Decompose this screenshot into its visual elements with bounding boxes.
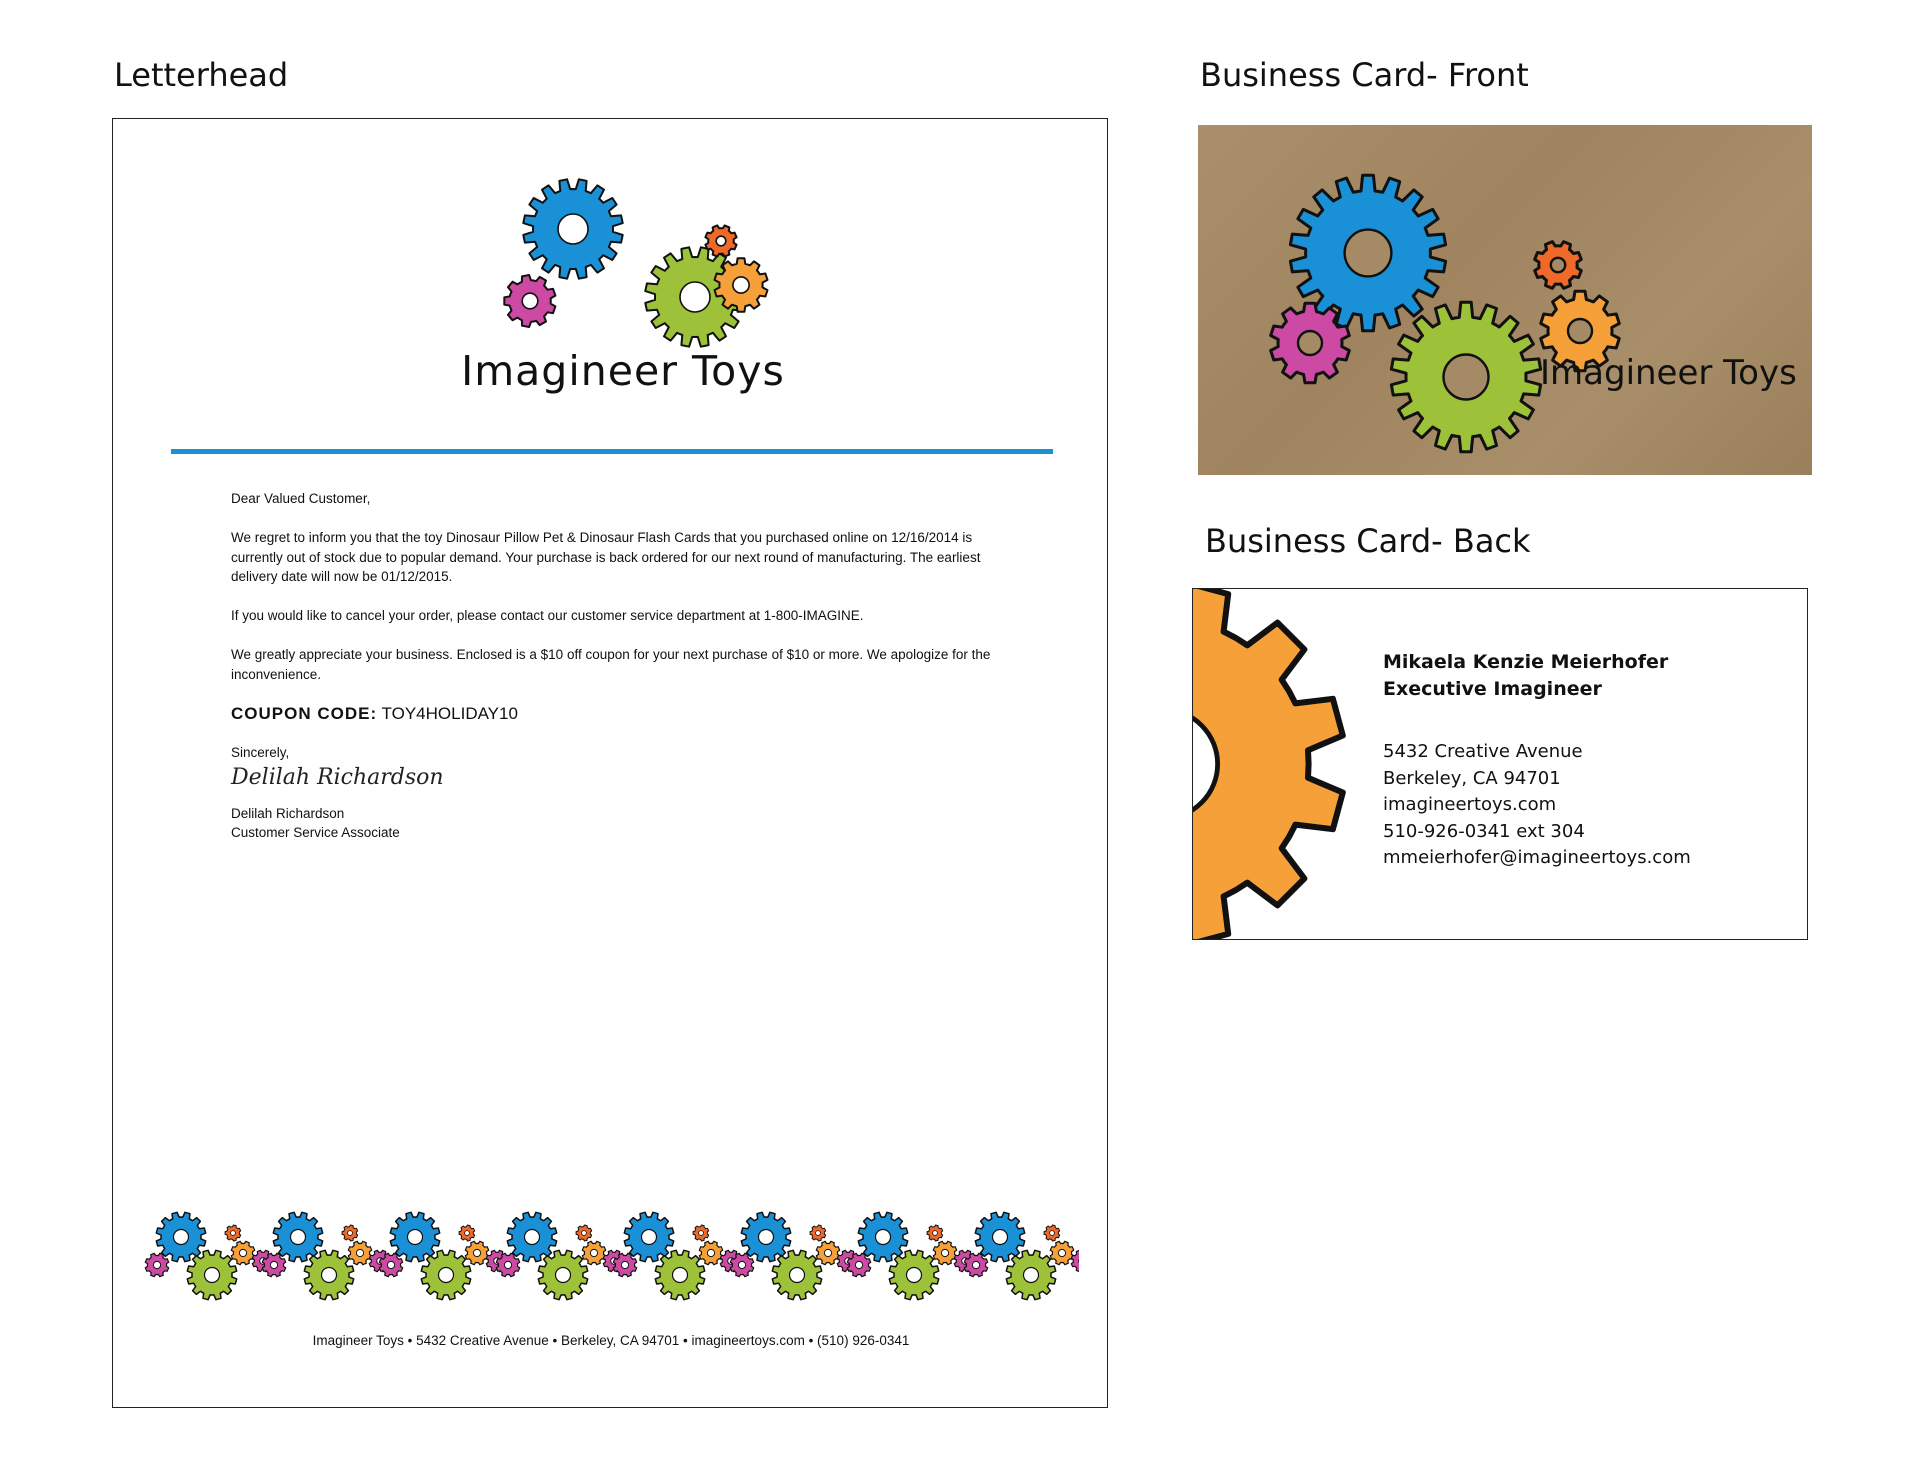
card-person-title: Executive Imagineer xyxy=(1383,678,1602,700)
card-person-name: Mikaela Kenzie Meierhofer xyxy=(1383,651,1669,673)
brand-wordmark: Imagineer Toys xyxy=(1540,353,1797,393)
signer-title: Customer Service Associate xyxy=(231,825,400,840)
card-website: imagineertoys.com xyxy=(1383,794,1557,815)
letter-paragraph: We regret to inform you that the toy Dinosaur Pillow Pet & Dinosaur Flash Cards that you purchased online on 12/16/2014 is currently out of stock due to popular demand. Your purchase is back ordered for our next round of manufacturing. The earliest delivery date will now be 01/12/2015. xyxy=(231,530,981,584)
gear-border-icon xyxy=(143,1209,1079,1309)
coupon-label: COUPON CODE: xyxy=(231,703,378,723)
card-email: mmeierhofer@imagineertoys.com xyxy=(1383,847,1691,868)
header-divider xyxy=(171,449,1053,454)
business-card-front xyxy=(1198,125,1812,475)
gear-cluster-logo-icon xyxy=(473,149,773,359)
letter-footer-address: Imagineer Toys • 5432 Creative Avenue • Berkeley, CA 94701 • imagineertoys.com • (510) 926-0341 xyxy=(312,1333,910,1348)
card-name-block xyxy=(1383,649,1668,703)
signer-name: Delilah Richardson xyxy=(231,805,345,821)
letter-body xyxy=(231,489,991,843)
large-orange-gear-icon xyxy=(1193,589,1373,939)
letter-paragraph: If you would like to cancel your order, please contact our customer service department at 1-800-IMAGINE. xyxy=(231,608,864,623)
gear-cluster-logo-icon xyxy=(1228,145,1648,455)
letter-greeting: Dear Valued Customer, xyxy=(231,491,371,506)
card-city: Berkeley, CA 94701 xyxy=(1383,767,1561,789)
coupon-line xyxy=(231,704,991,724)
card-contact-block xyxy=(1383,739,1691,872)
letterhead-page xyxy=(112,118,1108,1408)
letterhead-heading: Letterhead xyxy=(114,56,289,94)
handwritten-signature: Delilah Richardson xyxy=(231,765,444,790)
letter-paragraph: We greatly appreciate your business. Enclosed is a $10 off coupon for your next purchase of $10 or more. We apologize for the inconvenience. xyxy=(231,647,991,682)
business-card-front-heading: Business Card- Front xyxy=(1200,56,1529,94)
coupon-code: TOY4HOLIDAY10 xyxy=(381,703,518,723)
card-phone: 510-926-0341 ext 304 xyxy=(1383,820,1585,842)
brand-wordmark: Imagineer Toys xyxy=(461,347,785,395)
letter-closing: Sincerely, xyxy=(231,744,290,760)
business-card-back xyxy=(1192,588,1808,940)
business-card-back-heading: Business Card- Back xyxy=(1205,522,1531,560)
card-street: 5432 Creative Avenue xyxy=(1383,741,1583,762)
